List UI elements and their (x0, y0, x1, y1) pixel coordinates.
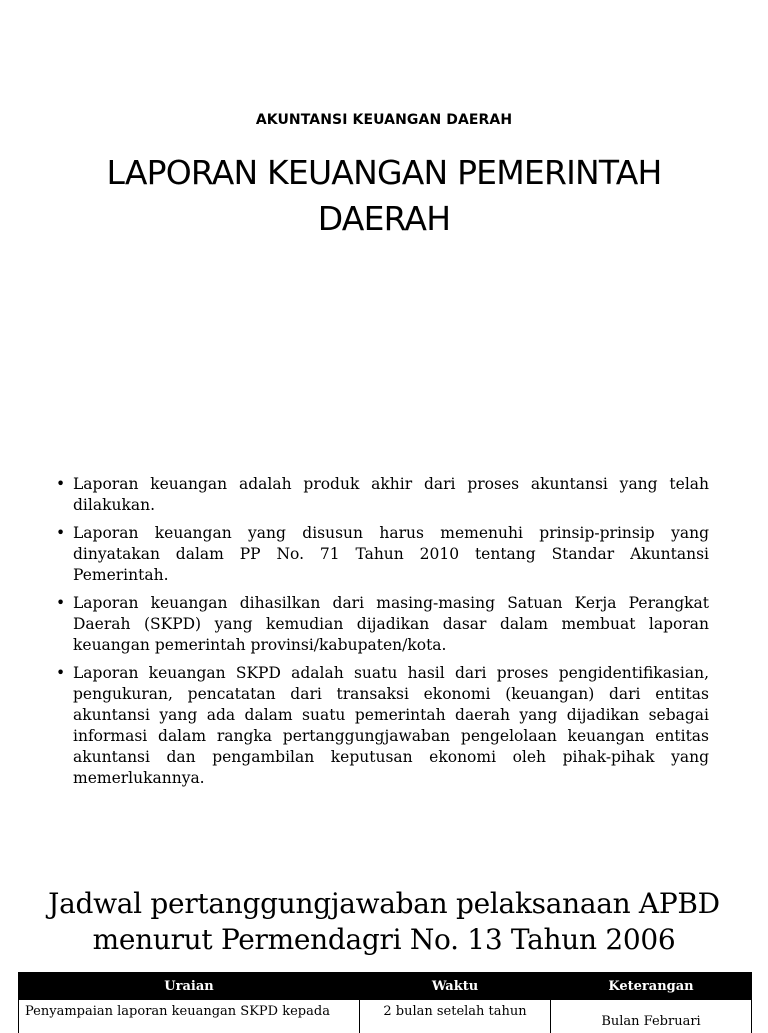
column-header-uraian: Uraian (19, 972, 360, 1000)
bullet-dot-icon: • (56, 664, 66, 682)
column-header-waktu: Waktu (360, 972, 551, 1000)
table-header-row (19, 972, 752, 1000)
bullet-text: Laporan keuangan adalah produk akhir dari proses akuntansi yang telah dilakukan. (73, 475, 709, 514)
table-row (19, 1000, 752, 1033)
cell-uraian: Penyampaian laporan keuangan SKPD kepada (19, 1000, 360, 1033)
section-title-line-2: menurut Permendagri No. 13 Tahun 2006 (92, 923, 676, 956)
section-title (0, 886, 768, 958)
bullet-dot-icon: • (56, 475, 66, 493)
section-title-line-1: Jadwal pertanggungjawaban pelaksanaan APBD (48, 887, 720, 920)
cell-waktu: 2 bulan setelah tahun (360, 1000, 551, 1033)
title-line-2: DAERAH (317, 199, 451, 238)
bullet-text: Laporan keuangan dihasilkan dari masing-masing Satuan Kerja Perangkat Daerah (SKPD) yang kemudian dijadikan dasar dalam membuat laporan keuangan pemerintah provinsi/kabupaten/kota. (73, 594, 709, 654)
bullet-dot-icon: • (56, 594, 66, 612)
title-line-1: LAPORAN KEUANGAN PEMERINTAH (106, 153, 662, 192)
document-title (40, 150, 728, 242)
bullet-item (56, 523, 709, 586)
bullet-item (56, 663, 709, 789)
document-subtitle: AKUNTANSI KEUANGAN DAERAH (255, 112, 513, 128)
bullet-list (56, 474, 709, 796)
bullet-text: Laporan keuangan SKPD adalah suatu hasil dari proses pengidentifikasian, pengukuran, pencatatan dari transaksi ekonomi (keuangan) dari entitas akuntansi yang ada dalam suatu pemerintah daerah yang dijadikan sebagai informasi dalam rangka pertanggungjawaban pengelolaan keuangan entitas akuntansi dan pengambilan keputusan ekonomi oleh pihak-pihak yang memerlukannya. (73, 664, 709, 787)
bullet-text: Laporan keuangan yang disusun harus memenuhi prinsip-prinsip yang dinyatakan dalam PP No. 71 Tahun 2010 tentang Standar Akuntansi Pemerintah. (73, 524, 709, 584)
bullet-item (56, 593, 709, 656)
bullet-dot-icon: • (56, 524, 66, 542)
cell-keterangan: Bulan Februari (551, 1000, 752, 1033)
bullet-item (56, 474, 709, 516)
column-header-keterangan: Keterangan (551, 972, 752, 1000)
